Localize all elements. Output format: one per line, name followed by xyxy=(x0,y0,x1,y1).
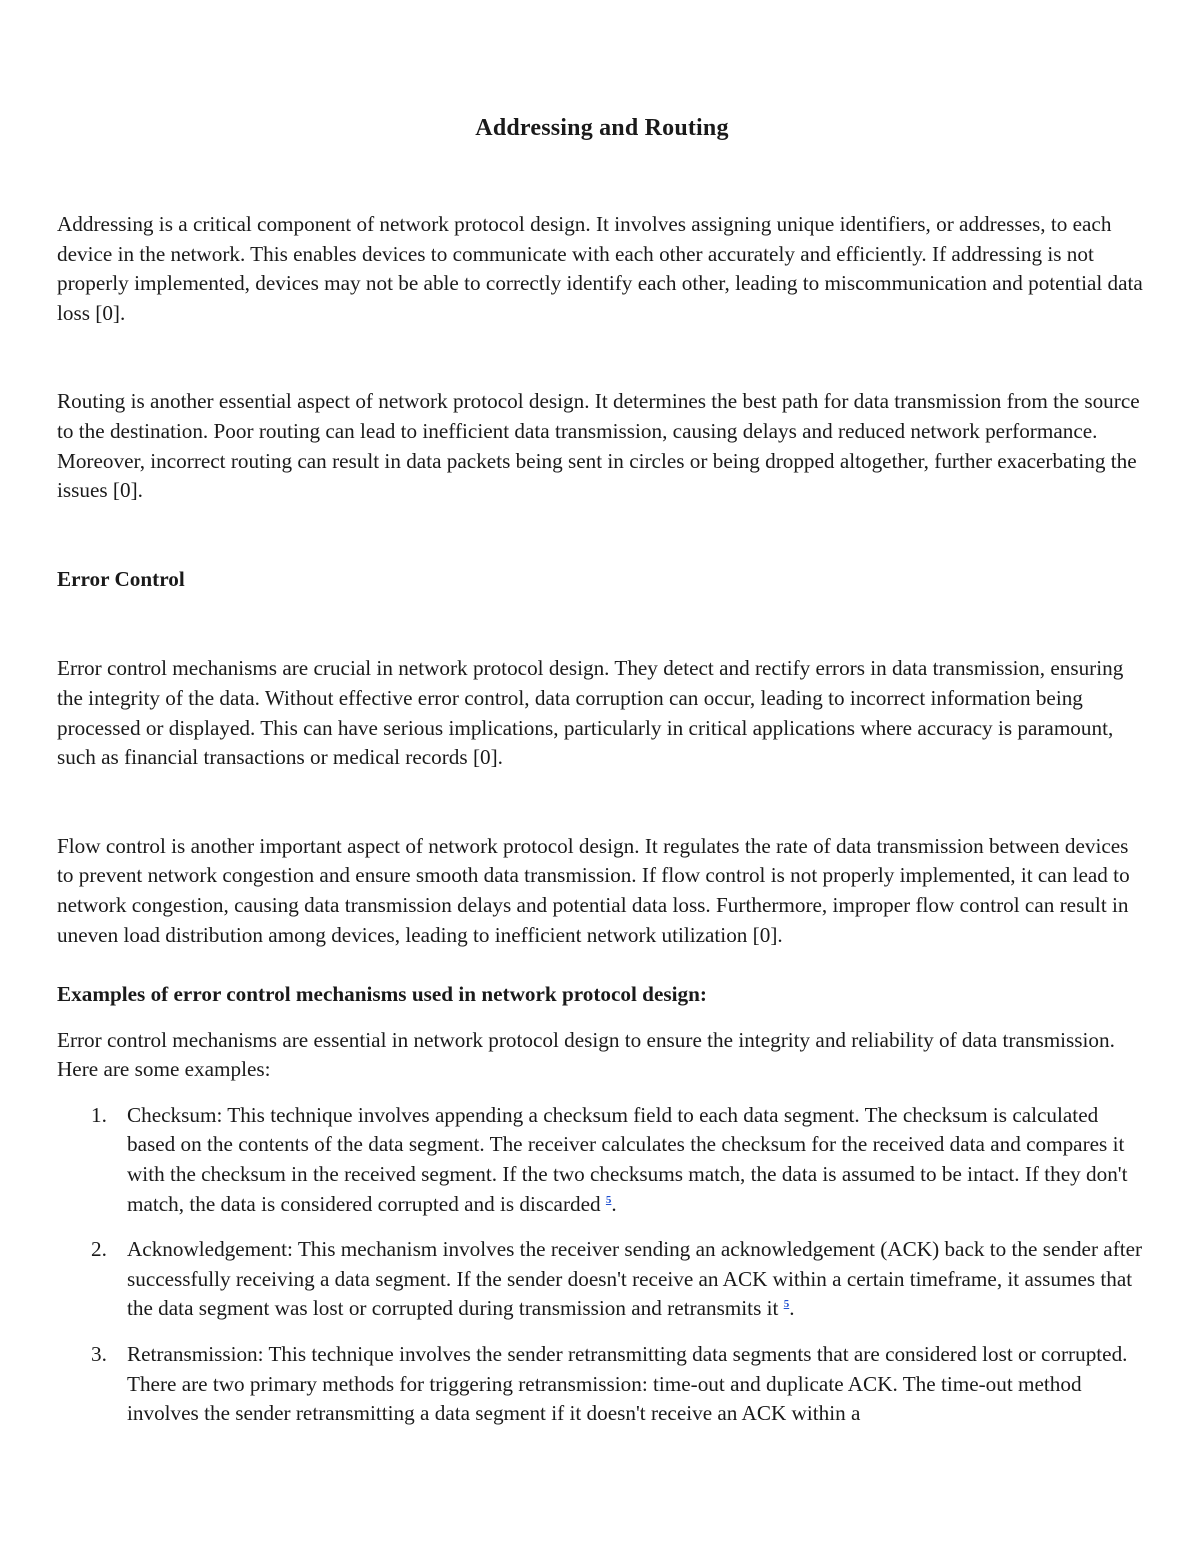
error-control-paragraph: Error control mechanisms are crucial in network protocol design. They detect and rectify errors in data transmission, ensuring the integrity of the data. Without effective error control, data corruption can occur, leading to incorrect information being processed or displayed. This can have serious implications, particularly in critical applications where accuracy is paramount, such as financial transactions or medical records [0]. xyxy=(57,656,1124,770)
reference-link[interactable]: 5 xyxy=(783,1298,790,1311)
list-item-text: Retransmission: This technique involves the sender retransmitting data segments that are considered lost or corrupted. There are two primary methods for triggering retransmission: time-out and duplicate ACK. The time-out method involves the sender retransmitting a data segment if it doesn't receive an ACK within a xyxy=(127,1342,1128,1426)
examples-heading: Examples of error control mechanisms used in network protocol design: xyxy=(57,982,707,1007)
list-item-end: . xyxy=(789,1296,795,1321)
list-item-number: 2. xyxy=(91,1237,107,1262)
document-page xyxy=(57,112,1147,1445)
flow-control-paragraph: Flow control is another important aspect of network protocol design. It regulates the rate of data transmission between devices to prevent network congestion and ensure smooth data transmission. If flow control is not properly implemented, it can lead to network congestion, causing data transmission delays and potential data loss. Furthermore, improper flow control can result in uneven load distribution among devices, leading to inefficient network utilization [0]. xyxy=(57,833,1130,947)
page-title: Addressing and Routing xyxy=(475,115,729,141)
list-item xyxy=(57,1340,1147,1429)
examples-list xyxy=(57,1101,1147,1429)
addressing-paragraph: Addressing is a critical component of network protocol design. It involves assigning unique identifiers, or addresses, to each device in the network. This enables devices to communicate with each other accurately and efficiently. If addressing is not properly implemented, devices may not be able to correctly identify each other, leading to miscommunication and potential data loss [0]. xyxy=(57,212,1143,325)
list-item xyxy=(57,1101,1147,1219)
routing-paragraph: Routing is another essential aspect of network protocol design. It determines the best path for data transmission from the source to the destination. Poor routing can lead to inefficient data transmission, causing delays and reduced network performance. Moreover, incorrect routing can result in data packets being sent in circles or being dropped altogether, further exacerbating the issues [0]. xyxy=(57,389,1140,503)
reference-link[interactable]: 5 xyxy=(605,1193,612,1206)
examples-intro-paragraph: Error control mechanisms are essential in network protocol design to ensure the integrity and reliability of data transmission. Here are some examples: xyxy=(57,1027,1115,1082)
list-item-text: Checksum: This technique involves appending a checksum field to each data segment. The checksum is calculated based on the contents of the data segment. The receiver calculates the checksum for the received data and compares it with the checksum in the received segment. If the two checksums match, the data is assumed to be intact. If they don't match, the data is considered corrupted and is discarded xyxy=(127,1102,1128,1216)
list-item-number: 3. xyxy=(91,1342,107,1367)
error-control-heading: Error Control xyxy=(57,566,185,591)
list-item xyxy=(57,1235,1147,1324)
list-item-end: . xyxy=(611,1191,617,1216)
list-item-text: Acknowledgement: This mechanism involves the receiver sending an acknowledgement (ACK) back to the sender after successfully receiving a data segment. If the sender doesn't receive an ACK within a certain timeframe, it assumes that the data segment was lost or corrupted during transmission and retransmits it xyxy=(127,1237,1143,1321)
list-item-number: 1. xyxy=(91,1102,107,1127)
